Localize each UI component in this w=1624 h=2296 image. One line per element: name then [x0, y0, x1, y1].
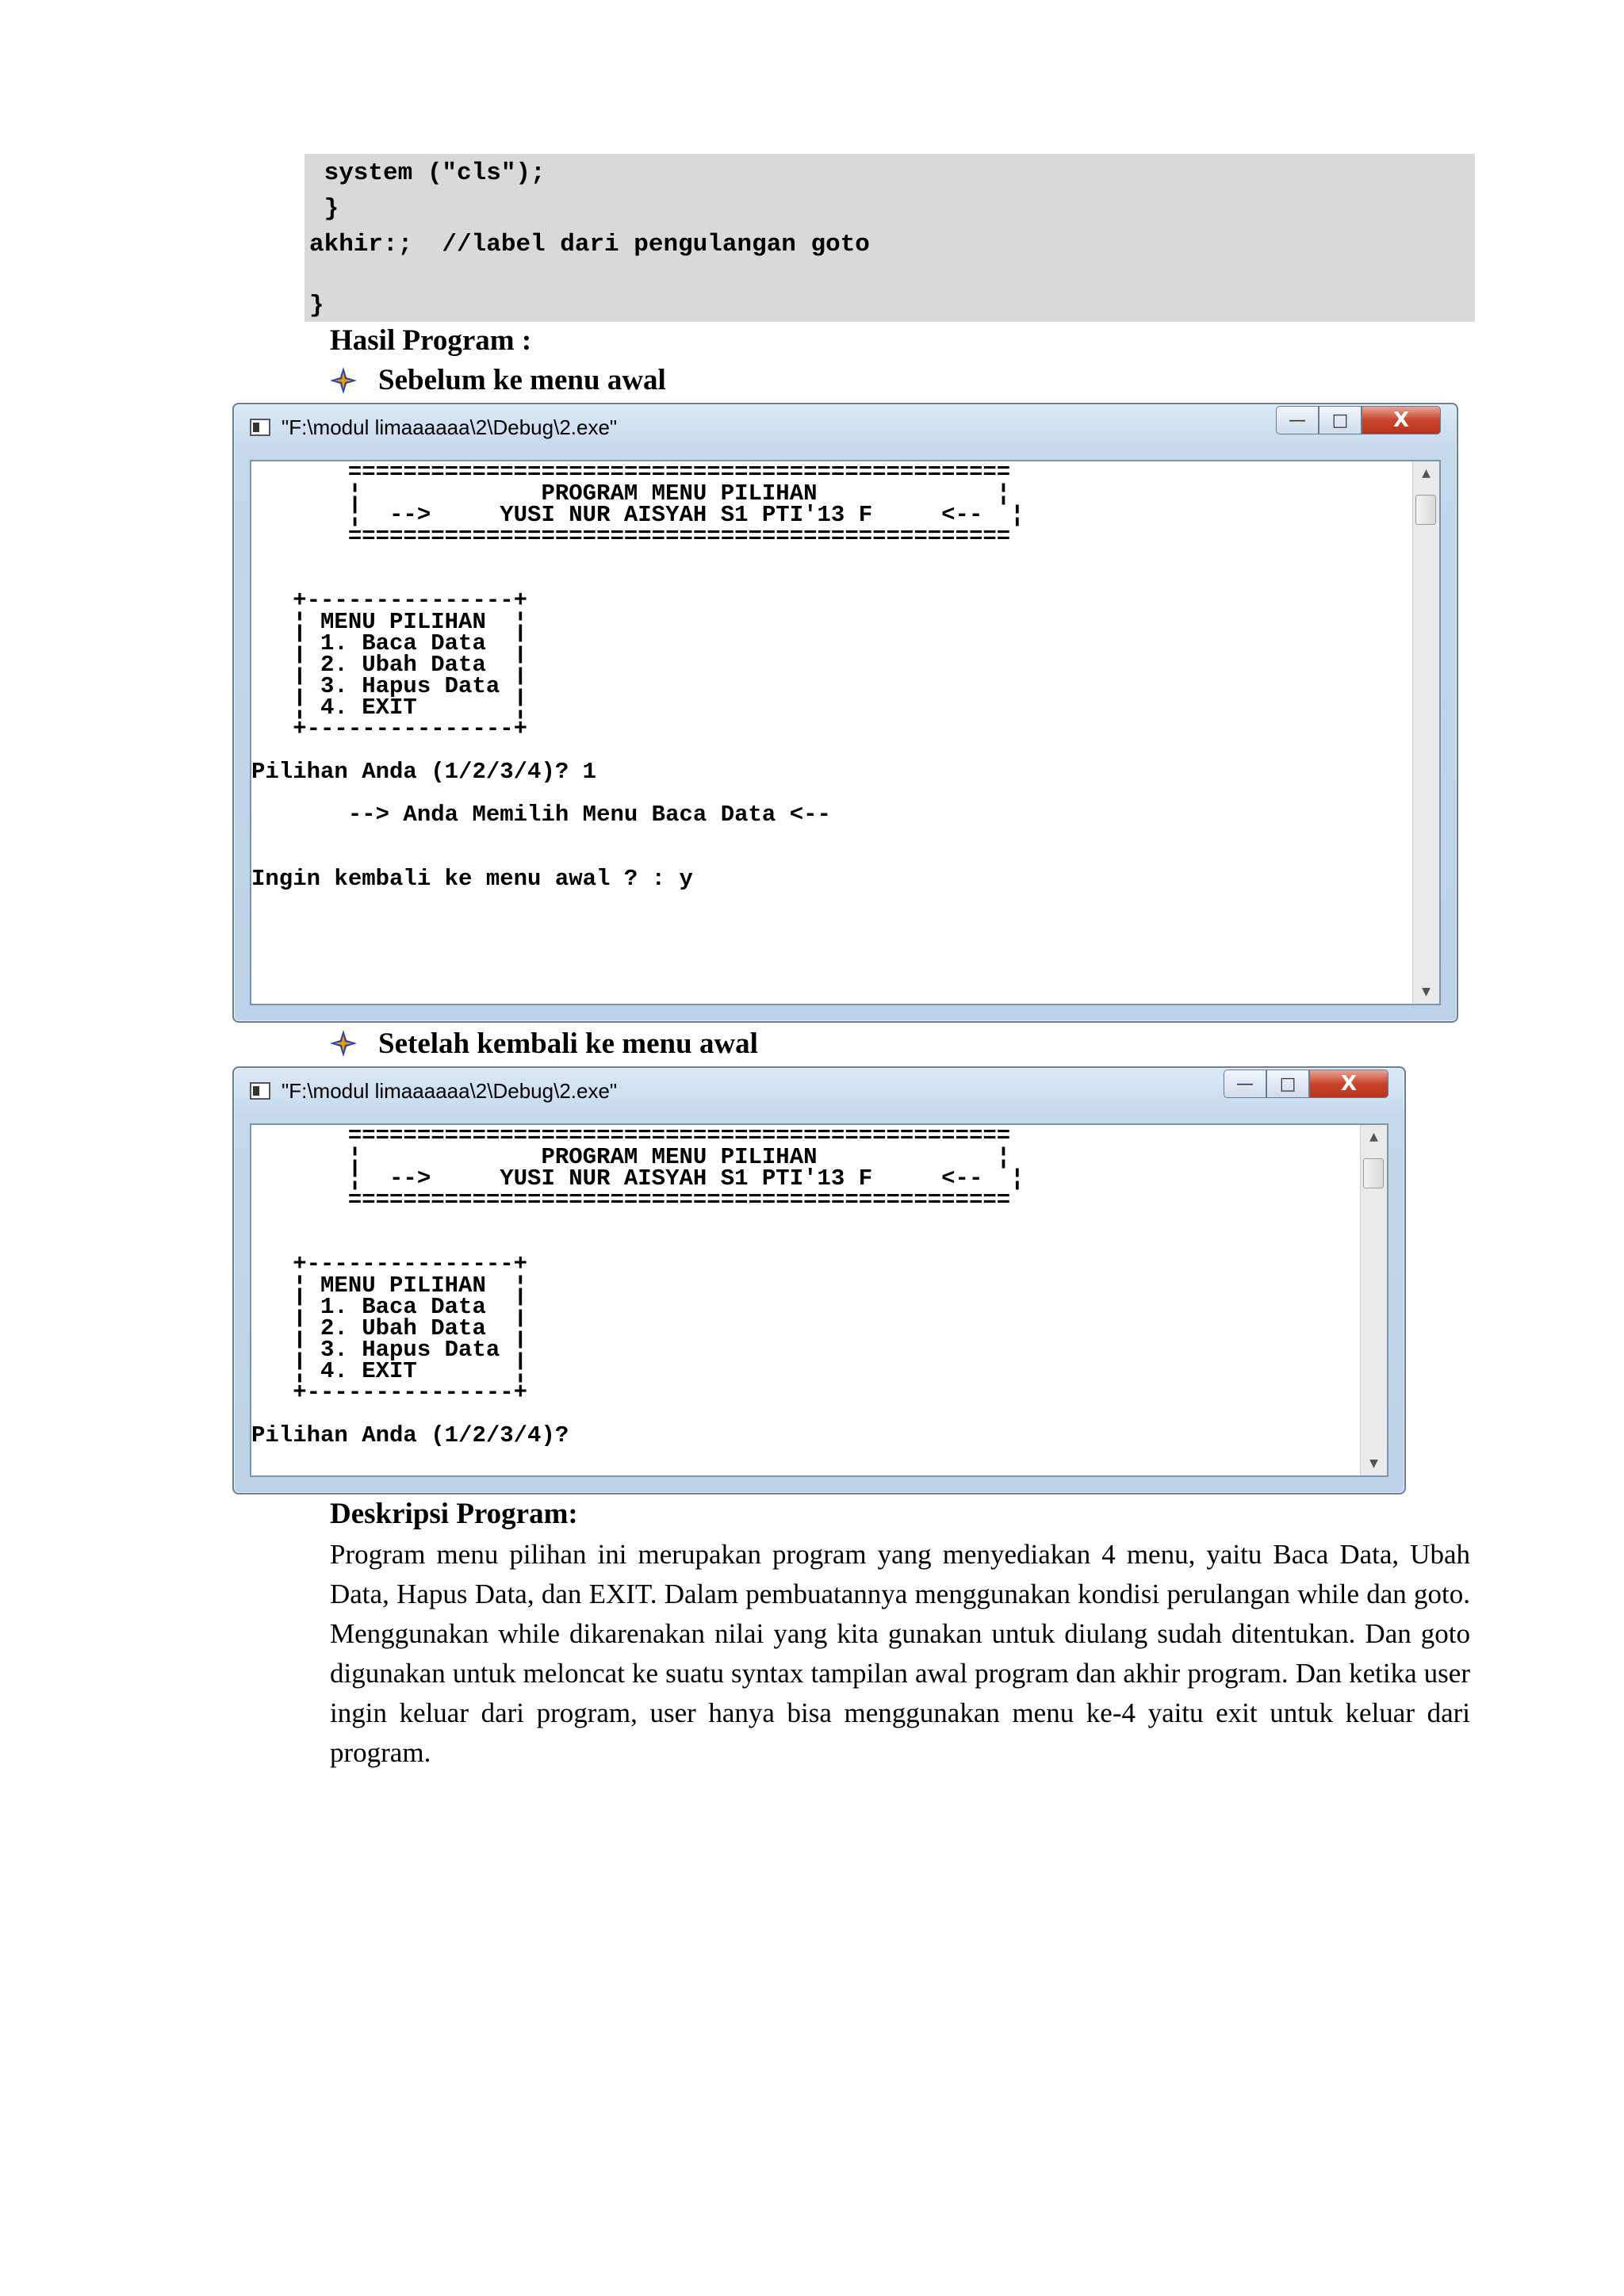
window-title: "F:\modul limaaaaaa\2\Debug\2.exe"	[282, 415, 618, 439]
window-controls	[1224, 1070, 1388, 1101]
window-title: "F:\modul limaaaaaa\2\Debug\2.exe"	[282, 1079, 618, 1103]
close-button[interactable]: X	[1309, 1070, 1388, 1098]
console-text: ================================================ ¦ PROGRAM MENU PILIHAN ¦ ¦ --> YUSI NUR AISYAH S1 PTI'13 F <-- ¦ ================================================ +---------------+ ¦ MENU PILIHAN ¦ ¦ 1. Baca Data ¦ ¦ 2. Ubah Data ¦ ¦ 3. Hapus Data ¦ ¦ 4. EXIT ¦ +---------------+ Pilihan Anda (1/2/3/4)?	[251, 1123, 1025, 1448]
console-output[interactable]	[250, 1123, 1388, 1477]
console-output[interactable]	[250, 460, 1441, 1005]
scroll-up-icon[interactable]: ▲	[1422, 467, 1431, 480]
scroll-thumb[interactable]	[1415, 495, 1436, 525]
console-app-icon	[250, 1082, 270, 1100]
code-line: }	[309, 195, 339, 223]
scroll-down-icon[interactable]: ▼	[1369, 1457, 1378, 1470]
code-block	[304, 154, 1475, 322]
code-line: }	[309, 292, 324, 320]
window-controls	[1276, 406, 1441, 438]
minimize-button[interactable]: —	[1224, 1070, 1266, 1098]
deskripsi-heading: Deskripsi Program:	[330, 1498, 578, 1530]
maximize-button[interactable]: □	[1266, 1070, 1309, 1098]
console-window-before[interactable]	[232, 403, 1458, 1023]
scroll-down-icon[interactable]: ▼	[1422, 985, 1431, 998]
scrollbar[interactable]	[1412, 461, 1439, 1004]
hasil-program-heading: Hasil Program :	[330, 324, 532, 357]
minimize-button[interactable]: —	[1276, 406, 1319, 434]
scroll-thumb[interactable]	[1363, 1158, 1384, 1188]
setelah-heading: Setelah kembali ke menu awal	[378, 1027, 758, 1060]
bullet-icon	[328, 1028, 358, 1058]
console-app-icon	[250, 419, 270, 436]
sebelum-heading: Sebelum ke menu awal	[378, 364, 666, 396]
close-button[interactable]: X	[1362, 406, 1441, 434]
scroll-up-icon[interactable]: ▲	[1369, 1131, 1378, 1143]
bullet-icon	[328, 365, 358, 396]
console-text: ================================================ ¦ PROGRAM MENU PILIHAN ¦ ¦ --> YUSI NUR AISYAH S1 PTI'13 F <-- ¦ ================================================ +---------------+ ¦ MENU PILIHAN ¦ ¦ 1. Baca Data ¦ ¦ 2. Ubah Data ¦ ¦ 3. Hapus Data ¦ ¦ 4. EXIT ¦ +---------------+ Pilihan Anda (1/2/3/4)? 1 --> Anda Memilih Menu Baca Data <-- Ingin kembali ke menu awal ? : y	[251, 460, 1025, 892]
code-line: system ("cls");	[309, 159, 546, 187]
console-window-after[interactable]	[232, 1066, 1406, 1494]
maximize-button[interactable]: □	[1319, 406, 1362, 434]
description-paragraph: Program menu pilihan ini merupakan program yang menyediakan 4 menu, yaitu Baca Data, Ubah Data, Hapus Data, dan EXIT. Dalam pembuatannya menggunakan kondisi perulangan while dan goto. Menggunakan while dikarenakan nilai yang kita gunakan untuk diulang sudah ditentukan. Dan goto digunakan untuk meloncat ke suatu syntax tampilan awal program dan akhir program. Dan ketika user ingin keluar dari program, user hanya bisa menggunakan menu ke-4 yaitu exit untuk keluar dari program.	[330, 1539, 1470, 1768]
code-line: akhir:; //label dari pengulangan goto	[309, 231, 870, 258]
scrollbar[interactable]	[1360, 1125, 1387, 1475]
